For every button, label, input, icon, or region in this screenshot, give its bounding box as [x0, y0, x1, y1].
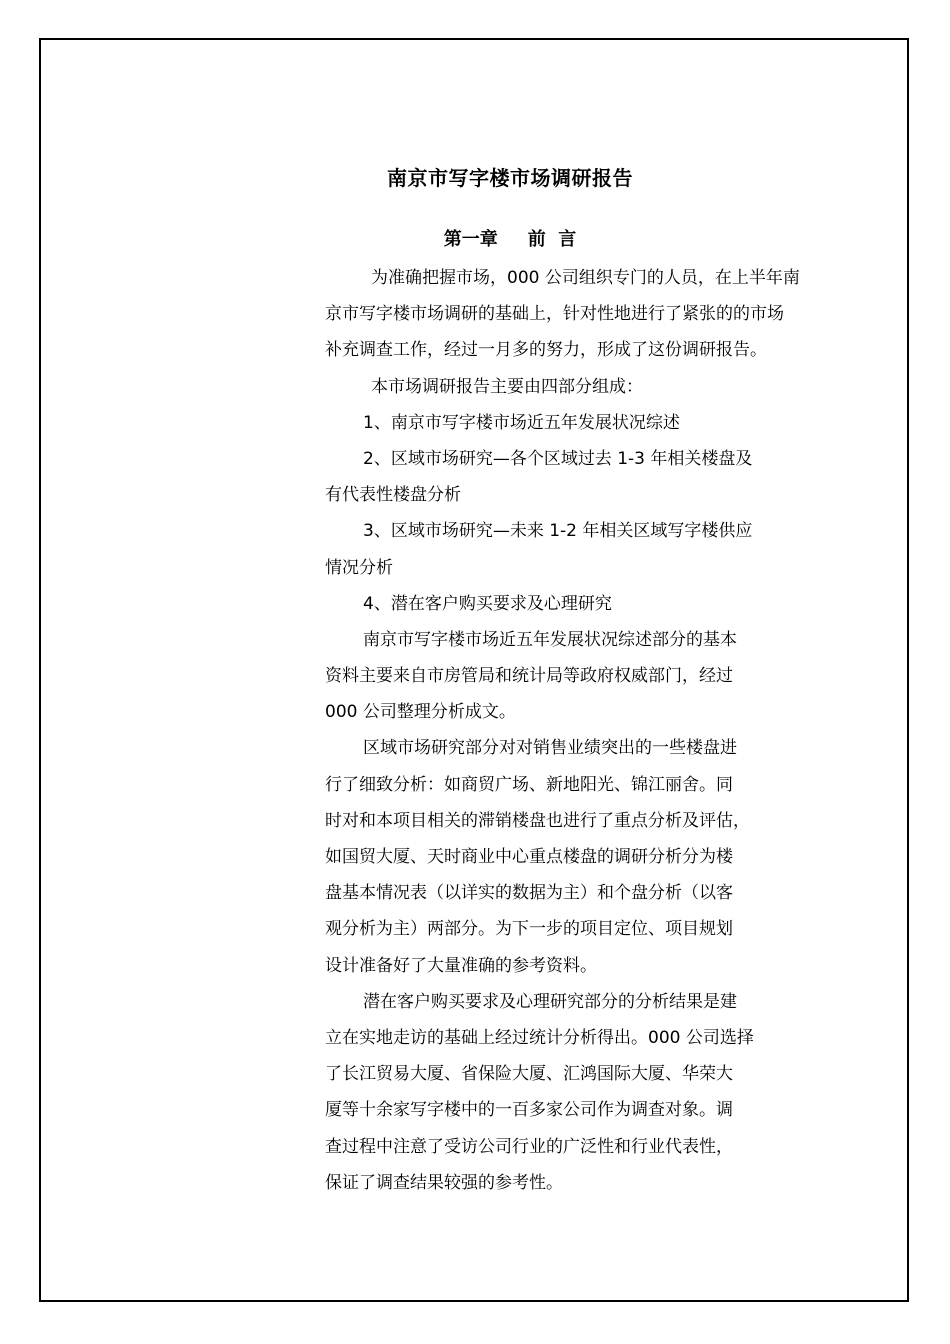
text-line: 潜在客户购买要求及心理研究部分的分析结果是建: [363, 991, 737, 1012]
text-line: 京市写字楼市场调研的基础上，针对性地进行了紧张的的市场: [325, 304, 784, 325]
text-line: 设计准备好了大量准确的参考资料。: [325, 955, 597, 976]
text-line: 有代表性楼盘分析: [325, 485, 461, 506]
text-line: 000 公司整理分析成文。: [325, 702, 516, 723]
text-line: 区域市场研究部分对对销售业绩突出的一些楼盘进: [363, 738, 737, 759]
text-line: 观分析为主）两部分。为下一步的项目定位、项目规划: [325, 919, 733, 940]
text-line: 资料主要来自市房管局和统计局等政府权威部门，经过: [325, 666, 733, 687]
text-line: 1、南京市写字楼市场近五年发展状况综述: [363, 412, 680, 433]
text-line: 立在实地走访的基础上经过统计分析得出。000 公司选择: [325, 1027, 754, 1048]
text-line: 了长江贸易大厦、省保险大厦、汇鸿国际大厦、华荣大: [325, 1064, 733, 1085]
document-title: 南京市写字楼市场调研报告: [387, 166, 633, 190]
text-line: 3、区域市场研究—未来 1-2 年相关区域写字楼供应: [363, 521, 753, 542]
text-line: 4、潜在客户购买要求及心理研究: [363, 593, 612, 614]
text-line: 查过程中注意了受访公司行业的广泛性和行业代表性，: [325, 1136, 733, 1157]
text-line: 如国贸大厦、天时商业中心重点楼盘的调研分析分为楼: [325, 847, 733, 867]
text-line: 本市场调研报告主要由四部分组成：: [371, 376, 643, 397]
text-line: 厦等十余家写字楼中的一百多家公司作为调查对象。调: [325, 1100, 733, 1121]
text-line: 情况分析: [325, 557, 393, 578]
chapter-heading: [325, 224, 695, 256]
text-line: 盘基本情况表（以详实的数据为主）和个盘分析（以客: [325, 883, 733, 904]
text-line: 保证了调查结果较强的参考性。: [325, 1172, 563, 1193]
text-line: 南京市写字楼市场近五年发展状况综述部分的基本: [363, 629, 737, 650]
text-line: 补充调查工作，经过一月多的努力，形成了这份调研报告。: [325, 340, 767, 361]
body-text: [325, 260, 865, 1201]
text-line: 时对和本项目相关的滞销楼盘也进行了重点分析及评估，: [325, 810, 750, 831]
text-line: 为准确把握市场，000 公司组织专门的人员，在上半年南: [371, 268, 800, 288]
chapter-name: 前 言: [527, 229, 577, 250]
text-line: 行了细致分析：如商贸广场、新地阳光、锦江丽舍。同: [325, 774, 733, 795]
chapter-number: 第一章: [443, 229, 498, 250]
text-line: 2、区域市场研究—各个区域过去 1-3 年相关楼盘及: [363, 448, 753, 469]
